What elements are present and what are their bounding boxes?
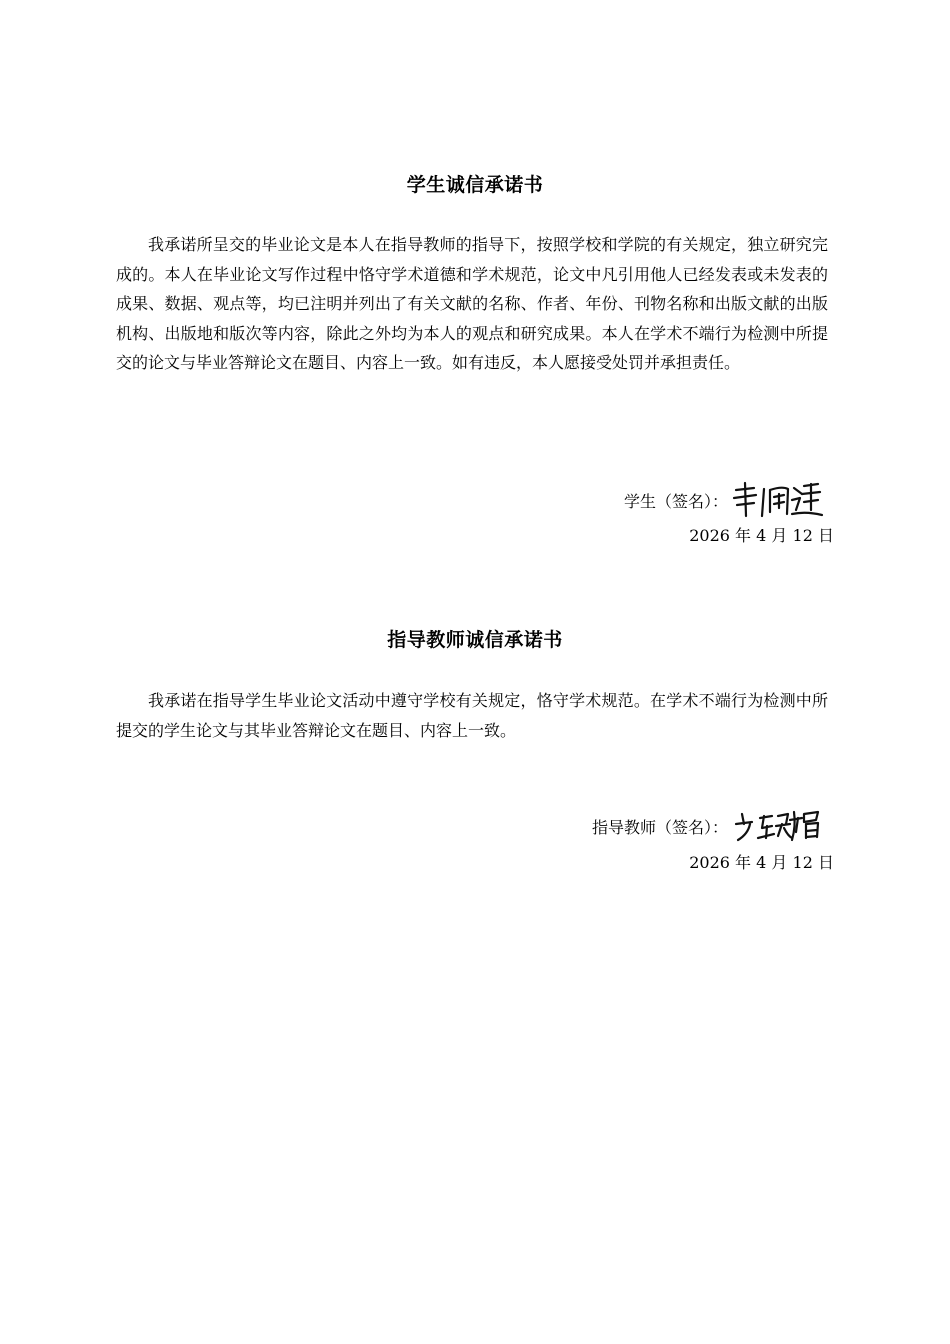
advisor-date-month-unit: 月	[771, 853, 788, 872]
advisor-date-year-unit: 年	[735, 853, 752, 872]
student-date-day-unit: 日	[817, 526, 834, 545]
advisor-date-day: 12	[792, 853, 813, 872]
student-signature-line	[624, 480, 824, 520]
student-signature-image	[732, 480, 824, 520]
advisor-pledge-body: 我承诺在指导学生毕业论文活动中遵守学校有关规定，恪守学术规范。在学术不端行为检测中所提交的学生论文与其毕业答辩论文在题目、内容上一致。	[116, 691, 828, 740]
student-pledge-body: 我承诺所呈交的毕业论文是本人在指导教师的指导下，按照学校和学院的有关规定，独立研究完成的。本人在毕业论文写作过程中恪守学术道德和学术规范，论文中凡引用他人已经发表或未发表的成果、数据、观点等，均已注明并列出了有关文献的名称、作者、年份、刊物名称和出版文献的出版机构、出版地和版次等内容，除此之外均为本人的观点和研究成果。本人在学术不端行为检测中所提交的论文与毕业答辩论文在题目、内容上一致。如有违反，本人愿接受处罚并承担责任。	[116, 235, 828, 372]
student-date	[689, 523, 834, 546]
student-signature-label: 学生（签名）：	[623, 491, 728, 511]
advisor-signature-line	[592, 806, 824, 846]
student-date-day: 12	[792, 526, 813, 545]
advisor-date-day-unit: 日	[817, 853, 834, 872]
student-pledge-title: 学生诚信承诺书	[406, 174, 544, 196]
advisor-pledge-title: 指导教师诚信承诺书	[387, 629, 563, 651]
student-date-month: 4	[756, 526, 767, 545]
student-date-year: 2026	[689, 526, 730, 545]
advisor-signature-label: 指导教师（签名）：	[591, 817, 728, 837]
student-date-year-unit: 年	[735, 526, 752, 545]
student-date-month-unit: 月	[771, 526, 788, 545]
advisor-date-year: 2026	[689, 853, 730, 872]
advisor-date	[689, 850, 834, 873]
advisor-date-month: 4	[756, 853, 767, 872]
advisor-signature-image	[732, 806, 824, 846]
